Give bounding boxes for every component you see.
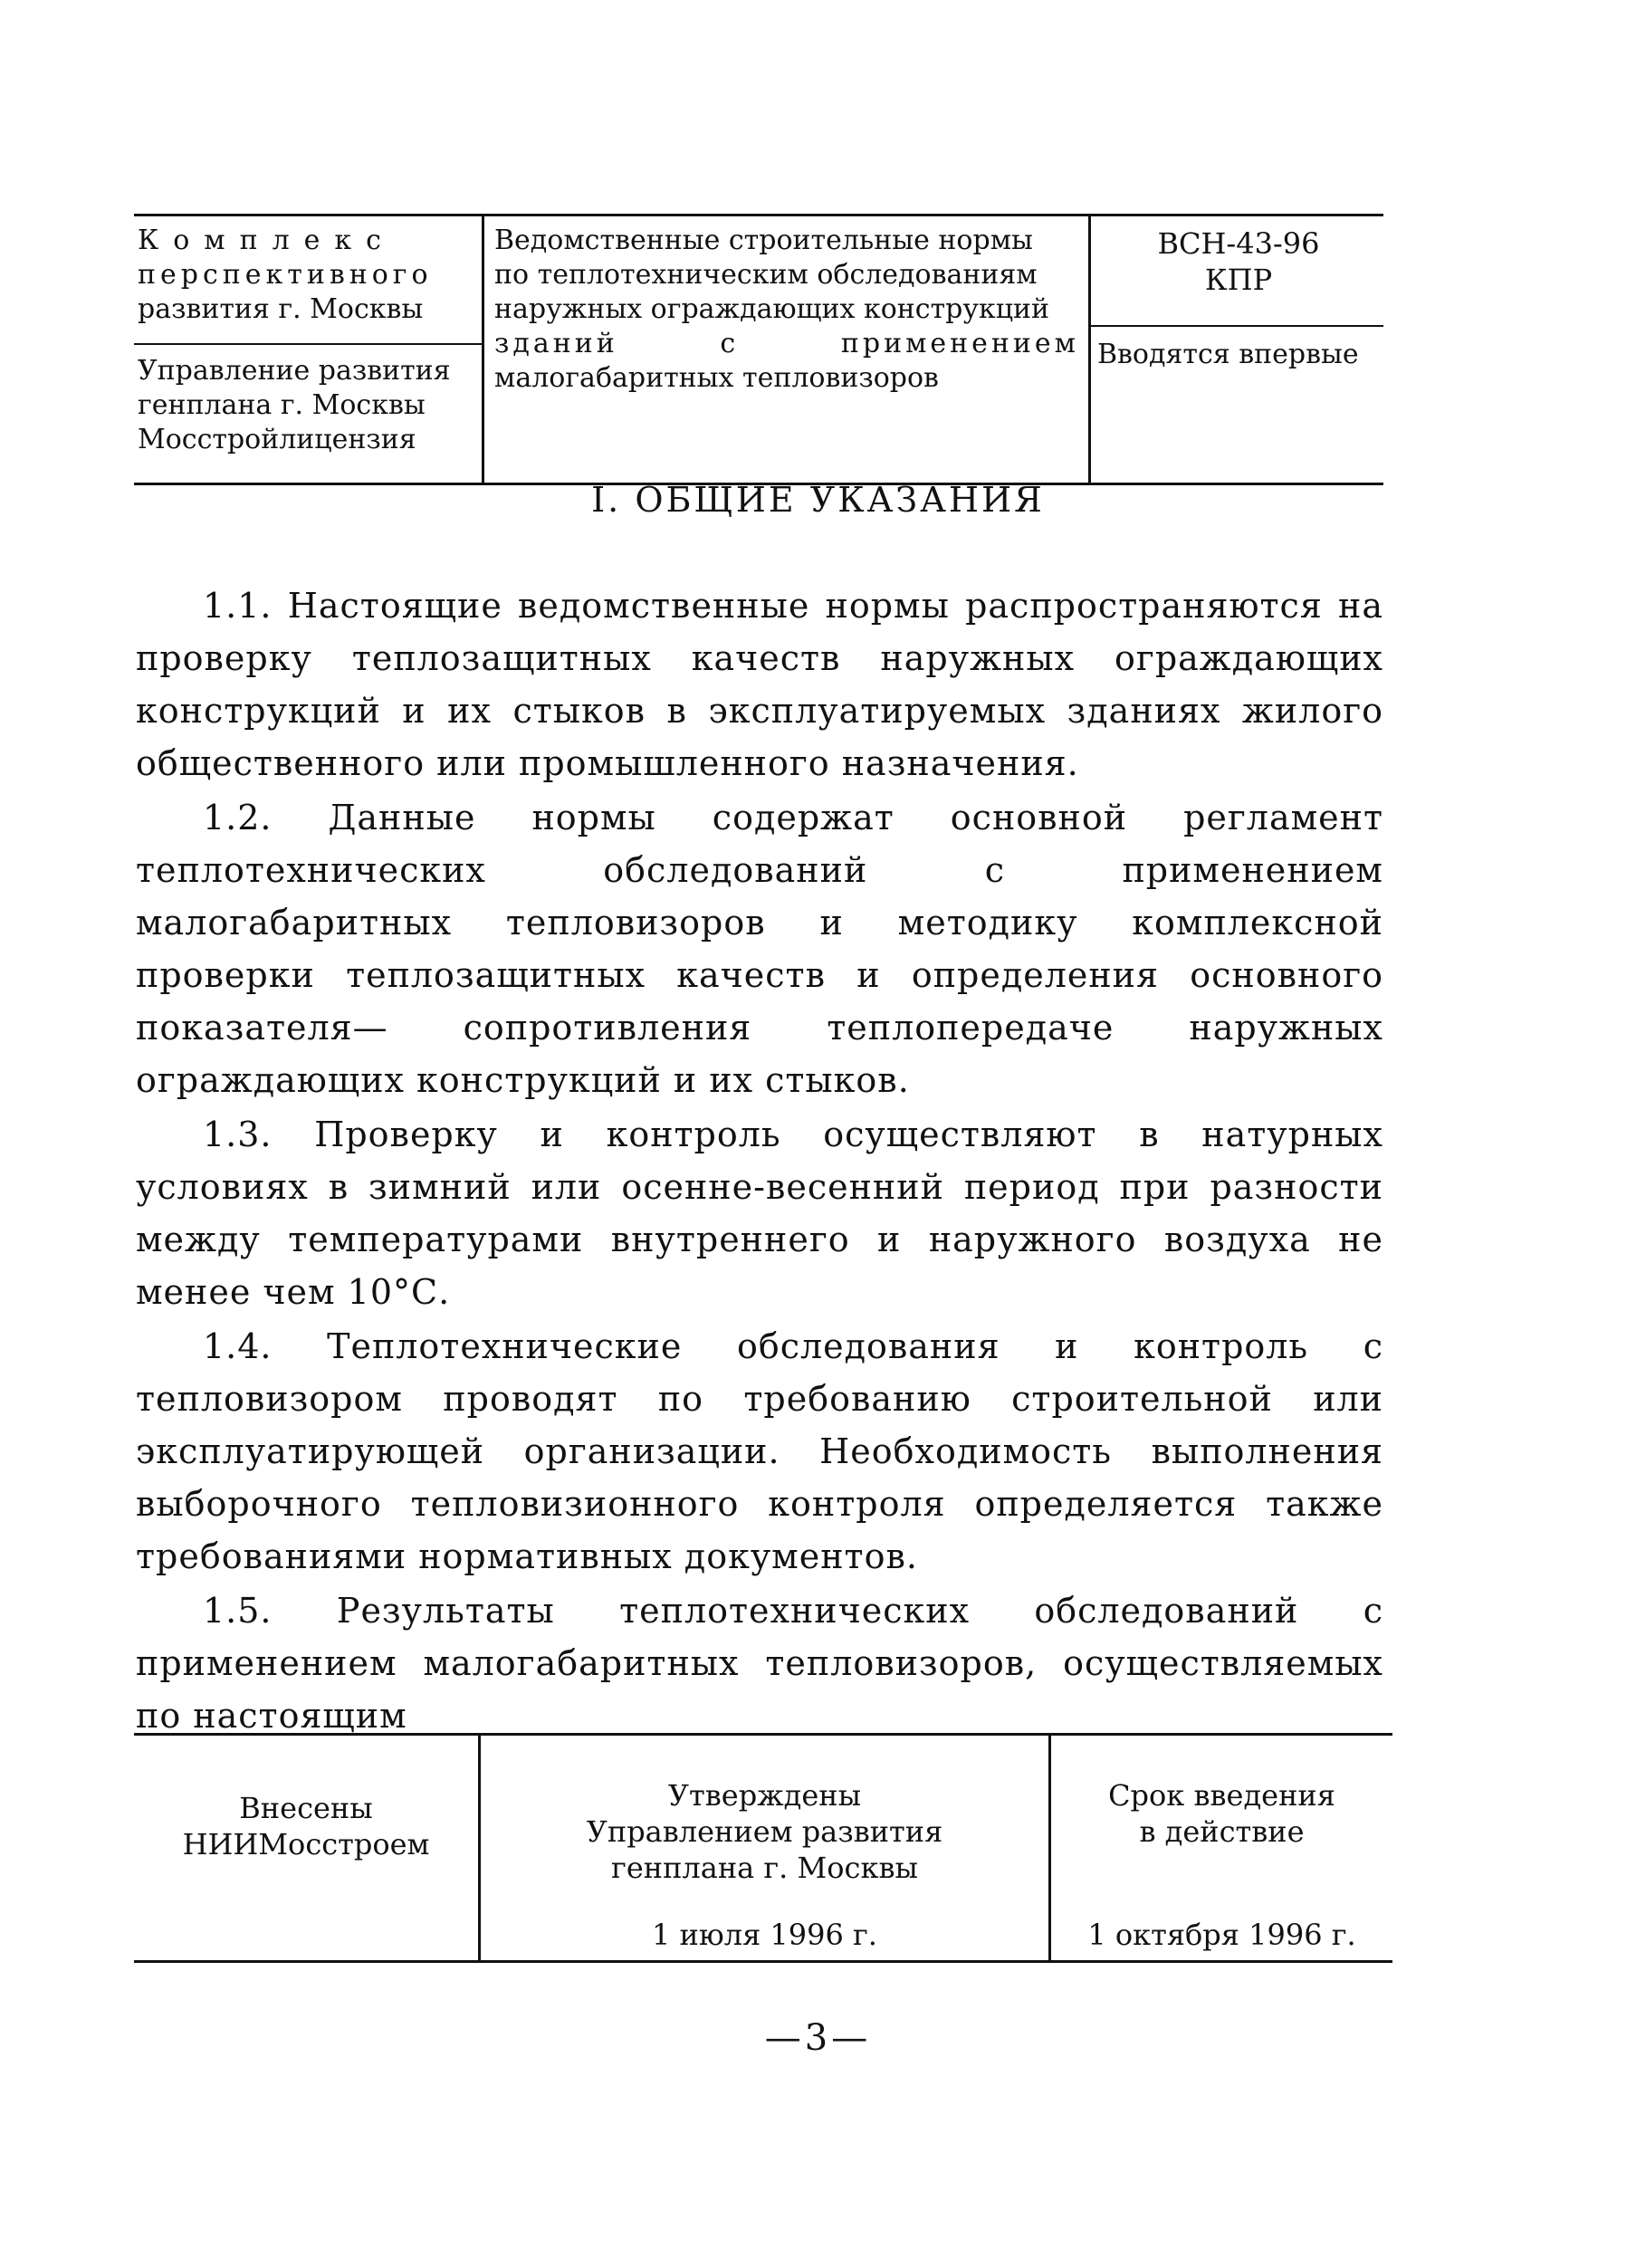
organization-line: развития г. Москвы [138,293,424,325]
approved-by [481,1777,1048,1886]
introduced-line: НИИМосстроем [182,1827,430,1861]
effective-date: 1 октября 1996 г. [1087,1918,1356,1952]
paragraph-1-1: 1.1. Настоящие ведомственные нормы распространяются на проверку теплозащитных качеств наружных ограждающих конструкций и их стыков в эксплуатируемых зданиях жилого общественного или промышленного назначения. [136,586,1383,783]
organization-line: Комплекс [138,225,396,256]
title-line: малогабаритных тепловизоров [494,362,939,394]
title-line: наружных ограждающих конструкций [494,293,1050,325]
approved-date: 1 июля 1996 г. [652,1918,877,1952]
header-left-separator [134,343,482,345]
organization-line: перспективного [138,259,433,291]
title-line: Ведомственные строительные нормы [494,225,1033,256]
page-number: —3— [764,2017,872,2059]
approved-line: Утверждены [667,1778,862,1813]
paragraph-1-3: 1.3. Проверку и контроль осуществляют в натурных условиях в зимний или осенне-весенний период при разности между температурами внутреннего и наружного воздуха не менее чем 10°С. [136,1115,1383,1312]
effective-line: Срок введения [1108,1778,1335,1813]
paragraph-1-4: 1.4. Теплотехнические обследования и контроль с тепловизором проводят по требованию строительной или эксплуатирующей организации. Необходимость выполнения выборочного тепловизионного контроля определяется также требованиями нормативных документов. [136,1326,1383,1576]
header-table [134,214,1383,485]
title-line: зданий с применением [494,328,1079,359]
document-code [1094,225,1383,298]
code-line: КПР [1204,263,1273,297]
document-body [136,579,1383,1744]
paragraph-1-2: 1.2. Данные нормы содержат основной регламент теплотехнических обследований с применением малогабаритных тепловизоров и методику комплексной проверки теплозащитных качеств и определения основного показателя— сопротивления теплопередаче наружных ограждающих конструкций и их стыков. [136,798,1383,1100]
paragraph-1-5: 1.5. Результаты теплотехнических обследований с применением малогабаритных тепловизоров, осуществляемых по настоящим [136,1591,1383,1736]
department-line: генплана г. Москвы [138,389,426,421]
effective-date-label [1051,1777,1392,1850]
introduced-line: Внесены [239,1791,373,1825]
header-divider-2 [1088,216,1091,483]
code-line: ВСН-43-96 [1157,226,1320,261]
department-line: Управление развития [138,355,451,387]
approval-table [134,1733,1392,1963]
status-note: Вводятся впервые [1097,339,1359,370]
effective-line: в действие [1139,1814,1305,1849]
document-title [494,224,1079,396]
header-right-separator [1088,325,1383,327]
header-divider-1 [482,216,484,483]
section-title: I. ОБЩИЕ УКАЗАНИЯ [591,480,1045,520]
approved-line: генплана г. Москвы [611,1851,918,1885]
department-line: Мосстройлицензия [138,424,416,455]
approved-line: Управлением развития [586,1814,943,1849]
introduced-by [134,1790,478,1862]
title-line: по теплотехническим обследованиям [494,259,1038,291]
department-name [138,354,474,457]
organization-name [138,224,474,327]
